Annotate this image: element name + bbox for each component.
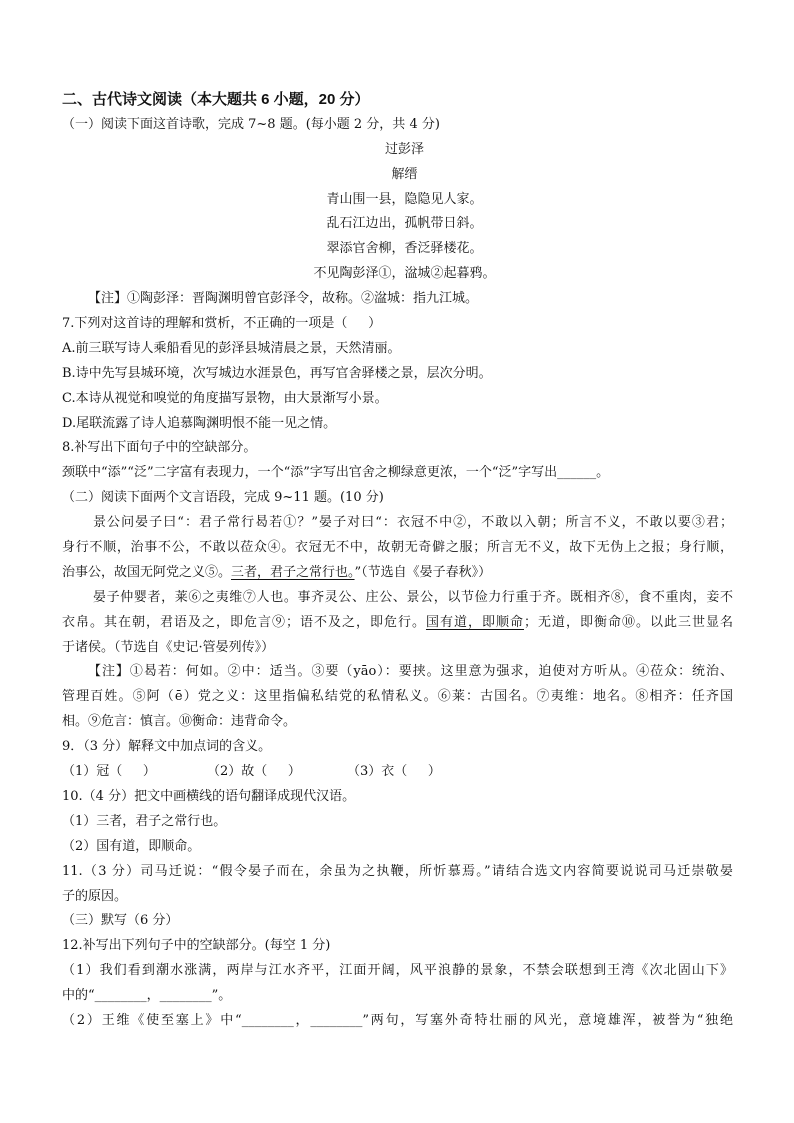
passage2-text: 衣帛。其在朝，君语及之，即危言⑨；语不及之，即危行。: [62, 614, 426, 630]
part3-heading: （三）默写（6 分）: [62, 913, 179, 929]
passage-note-line: 管理百姓。⑤阿（ē）党之义：这里指偏私结党的私情私义。⑥莱：古国名。⑦夷维：地名。⑧相齐：任齐国: [62, 689, 733, 705]
passage2-line: 晏子仲婴者，莱⑥之夷维⑦人也。事齐灵公、庄公、景公，以节俭力行重于齐。既相齐⑧，食不重肉，妾不: [93, 589, 733, 605]
passage1-text: 治事公，故国无阿党之义⑤。: [62, 564, 232, 580]
passage-note-line: 【注】①曷若：何如。②中：适当。③要（yāo）：要挟。这里意为强求，迫使对方听从。④莅众：统治、: [88, 664, 733, 680]
passage2-line: 于诸侯。（节选自《史记·管晏列传》）: [62, 639, 275, 655]
underlined-sentence: 国有道，即顺命: [425, 614, 524, 630]
part2-heading: （二）阅读下面两个文言语段，完成 9~11 题。(10 分): [62, 490, 384, 506]
question-7-stem: 7.下列对这首诗的理解和赏析，不正确的一项是（ ）: [62, 316, 382, 332]
part1-heading: （一）阅读下面这首诗歌，完成 7~8 题。(每小题 2 分，共 4 分): [62, 116, 440, 132]
poem-author: 解缙: [391, 166, 418, 182]
passage1-line: [62, 561, 733, 586]
passage1-source: ”（节选自《晏子春秋》）: [354, 564, 492, 580]
question-7-option-b: B.诗中先写县城环境，次写城边水涯景色，再写官舍驿楼之景，层次分明。: [62, 365, 492, 381]
question-7-option-d: D.尾联流露了诗人追慕陶渊明恨不能一见之情。: [62, 415, 337, 431]
question-10-stem: 10.（4 分）把文中画横线的语句翻译成现代汉语。: [62, 788, 356, 804]
question-10-item: （1）三者，君子之常行也。: [62, 813, 227, 829]
question-8-text: 颈联中“添”“泛”二字富有表现力，一个“添”字写出官舍之柳绿意更浓，一个“泛”字写出______。: [62, 465, 610, 481]
poem-line: 乱石江边出，孤帆带日斜。: [326, 216, 483, 232]
question-9-items: [62, 760, 733, 785]
section-title: 二、古代诗文阅读（本大题共 6 小题，20 分）: [62, 91, 370, 108]
poem-line: 翠添官舍柳，香泛驿楼花。: [326, 241, 483, 257]
passage1-line: 景公问晏子曰“：君子常行曷若①？”晏子对曰“：衣冠不中②，不敢以入朝；所言不义，不敢以要③君；: [93, 515, 733, 531]
poem-note: 【注】①陶彭泽：晋陶渊明曾官彭泽令，故称。②湓城：指九江城。: [88, 291, 479, 307]
underlined-sentence: 三者，君子之常行也。: [231, 564, 355, 580]
question-11-line: 子的原因。: [62, 888, 128, 904]
exam-page-content: [62, 88, 733, 1034]
question-7-option-c: C.本诗从视觉和嗅觉的角度描写景物，由大景渐写小景。: [62, 390, 388, 406]
question-11-line: 11.（3 分）司马迁说：“假令晏子而在，余虽为之执鞭，所忻慕焉。”请结合选文内容简要说说司马迁崇敬晏: [62, 863, 733, 879]
passage1-line: 身行不顺，治事不公，不敢以莅众④。衣冠无不中，故朝无奇僻之服；所言无不义，故下无伪上之报；身行顺，: [62, 540, 733, 556]
question-12-item1: （1）我们看到潮水涨满，两岸与江水齐平，江面开阔，风平浪静的景象，不禁会联想到王湾《次北固山下》: [62, 963, 733, 979]
passage-note-line: 相。⑨危言：慎言。⑩衡命：违背命令。: [62, 714, 297, 730]
question-9-item: （3）衣（ ）: [347, 764, 441, 780]
poem-line: 不见陶彭泽①，湓城②起暮鸦。: [313, 266, 496, 282]
question-8-stem: 8.补写出下面句子中的空缺部分。: [62, 440, 257, 456]
poem-line: 青山围一县，隐隐见人家。: [326, 191, 483, 207]
question-7-option-a: A.前三联写诗人乘船看见的彭泽县城清晨之景，天然清丽。: [62, 340, 401, 356]
passage2-line: [62, 611, 733, 636]
question-9-item: （1）冠（ ）: [62, 764, 156, 780]
poem-title: 过彭泽: [384, 141, 424, 157]
passage2-text: ；无道，即衡命⑩。以此三世显名: [523, 614, 733, 630]
question-9-item: （2）故（ ）: [207, 764, 301, 780]
question-12-item2: （2）王维《使至塞上》中“________，________”两句，写塞外奇特壮丽的风光，意境雄浑，被誉为“独绝: [62, 1012, 733, 1028]
question-9-stem: 9．（3 分）解释文中加点词的含义。: [62, 739, 272, 755]
question-12-stem: 12.补写出下列句子中的空缺部分。(每空 1 分): [62, 938, 331, 954]
question-12-item1: 中的“________，________”。: [62, 988, 232, 1004]
question-10-item: （2）国有道，即顺命。: [62, 838, 201, 854]
